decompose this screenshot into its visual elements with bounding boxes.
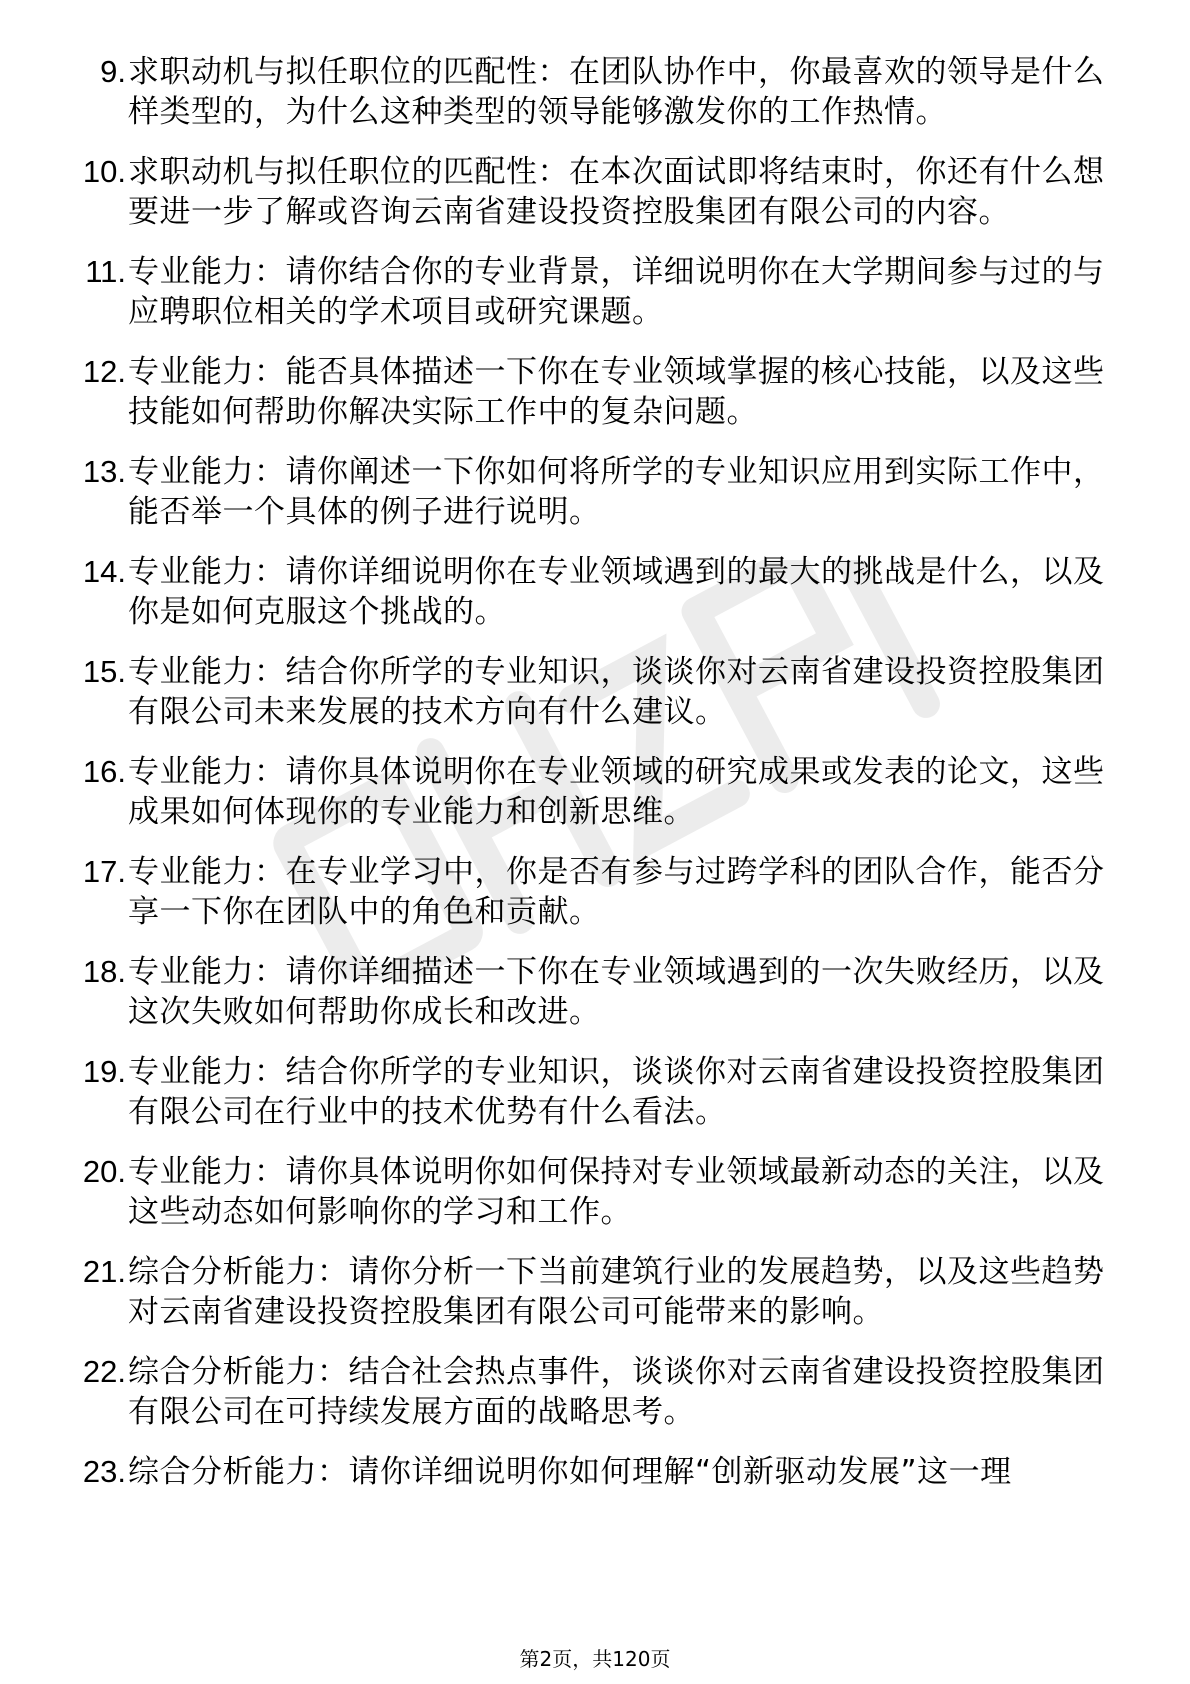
question-text: 综合分析能力：结合社会热点事件，谈谈你对云南省建设投资控股集团有限公司在可持续发展方面的战略思考。 — [128, 1354, 1105, 1430]
question-number: 17. — [82, 854, 126, 889]
question-item — [0, 552, 1190, 632]
question-item — [0, 752, 1190, 832]
question-text: 综合分析能力：请你分析一下当前建筑行业的发展趋势，以及这些趋势对云南省建设投资控股集团有限公司可能带来的影响。 — [128, 1254, 1105, 1330]
question-number: 22. — [82, 1354, 126, 1389]
question-number: 21. — [82, 1254, 126, 1289]
question-text: 综合分析能力：请你详细说明你如何理解“创新驱动发展”这一理 — [128, 1454, 1012, 1490]
question-number: 19. — [82, 1054, 126, 1089]
question-item — [0, 152, 1190, 232]
question-text: 专业能力：请你具体说明你在专业领域的研究成果或发表的论文，这些成果如何体现你的专业能力和创新思维。 — [128, 754, 1105, 830]
question-item — [0, 1352, 1190, 1432]
question-number: 23. — [82, 1454, 126, 1489]
question-item — [0, 452, 1190, 532]
question-number: 16. — [82, 754, 126, 789]
question-text: 专业能力：能否具体描述一下你在专业领域掌握的核心技能，以及这些技能如何帮助你解决实际工作中的复杂问题。 — [128, 354, 1105, 430]
question-item — [0, 1452, 1190, 1492]
question-text: 专业能力：请你详细说明你在专业领域遇到的最大的挑战是什么，以及你是如何克服这个挑战的。 — [128, 554, 1105, 630]
question-number: 20. — [82, 1154, 126, 1189]
question-number: 13. — [82, 454, 126, 489]
question-text: 专业能力：请你结合你的专业背景，详细说明你在大学期间参与过的与应聘职位相关的学术项目或研究课题。 — [128, 254, 1105, 330]
question-text: 专业能力：结合你所学的专业知识，谈谈你对云南省建设投资控股集团有限公司未来发展的技术方向有什么建议。 — [128, 654, 1105, 730]
question-item — [0, 352, 1190, 432]
question-text: 专业能力：请你详细描述一下你在专业领域遇到的一次失败经历，以及这次失败如何帮助你成长和改进。 — [128, 954, 1105, 1030]
question-text: 专业能力：请你具体说明你如何保持对专业领域最新动态的关注，以及这些动态如何影响你的学习和工作。 — [128, 1154, 1105, 1230]
question-number: 14. — [82, 554, 126, 589]
question-number: 12. — [82, 354, 126, 389]
question-number: 11. — [85, 254, 126, 289]
question-text: 专业能力：结合你所学的专业知识，谈谈你对云南省建设投资控股集团有限公司在行业中的技术优势有什么看法。 — [128, 1054, 1105, 1130]
question-number: 9. — [100, 54, 126, 89]
question-item — [0, 1052, 1190, 1132]
question-item — [0, 52, 1190, 132]
question-number: 18. — [82, 954, 126, 989]
question-item — [0, 652, 1190, 732]
question-text: 专业能力：请你阐述一下你如何将所学的专业知识应用到实际工作中，能否举一个具体的例子进行说明。 — [128, 454, 1105, 530]
question-number: 10. — [82, 154, 126, 189]
question-item — [0, 852, 1190, 932]
question-list — [0, 52, 1190, 1512]
question-item — [0, 1152, 1190, 1232]
question-item — [0, 1252, 1190, 1332]
question-number: 15. — [82, 654, 126, 689]
question-text: 求职动机与拟任职位的匹配性：在团队协作中，你最喜欢的领导是什么样类型的，为什么这种类型的领导能够激发你的工作热情。 — [128, 54, 1105, 130]
question-item — [0, 952, 1190, 1032]
question-item — [0, 252, 1190, 332]
question-text: 专业能力：在专业学习中，你是否有参与过跨学科的团队合作，能否分享一下你在团队中的角色和贡献。 — [128, 854, 1105, 930]
page-footer: 第2页，共120页 — [519, 1647, 671, 1671]
question-text: 求职动机与拟任职位的匹配性：在本次面试即将结束时，你还有什么想要进一步了解或咨询云南省建设投资控股集团有限公司的内容。 — [128, 154, 1105, 230]
